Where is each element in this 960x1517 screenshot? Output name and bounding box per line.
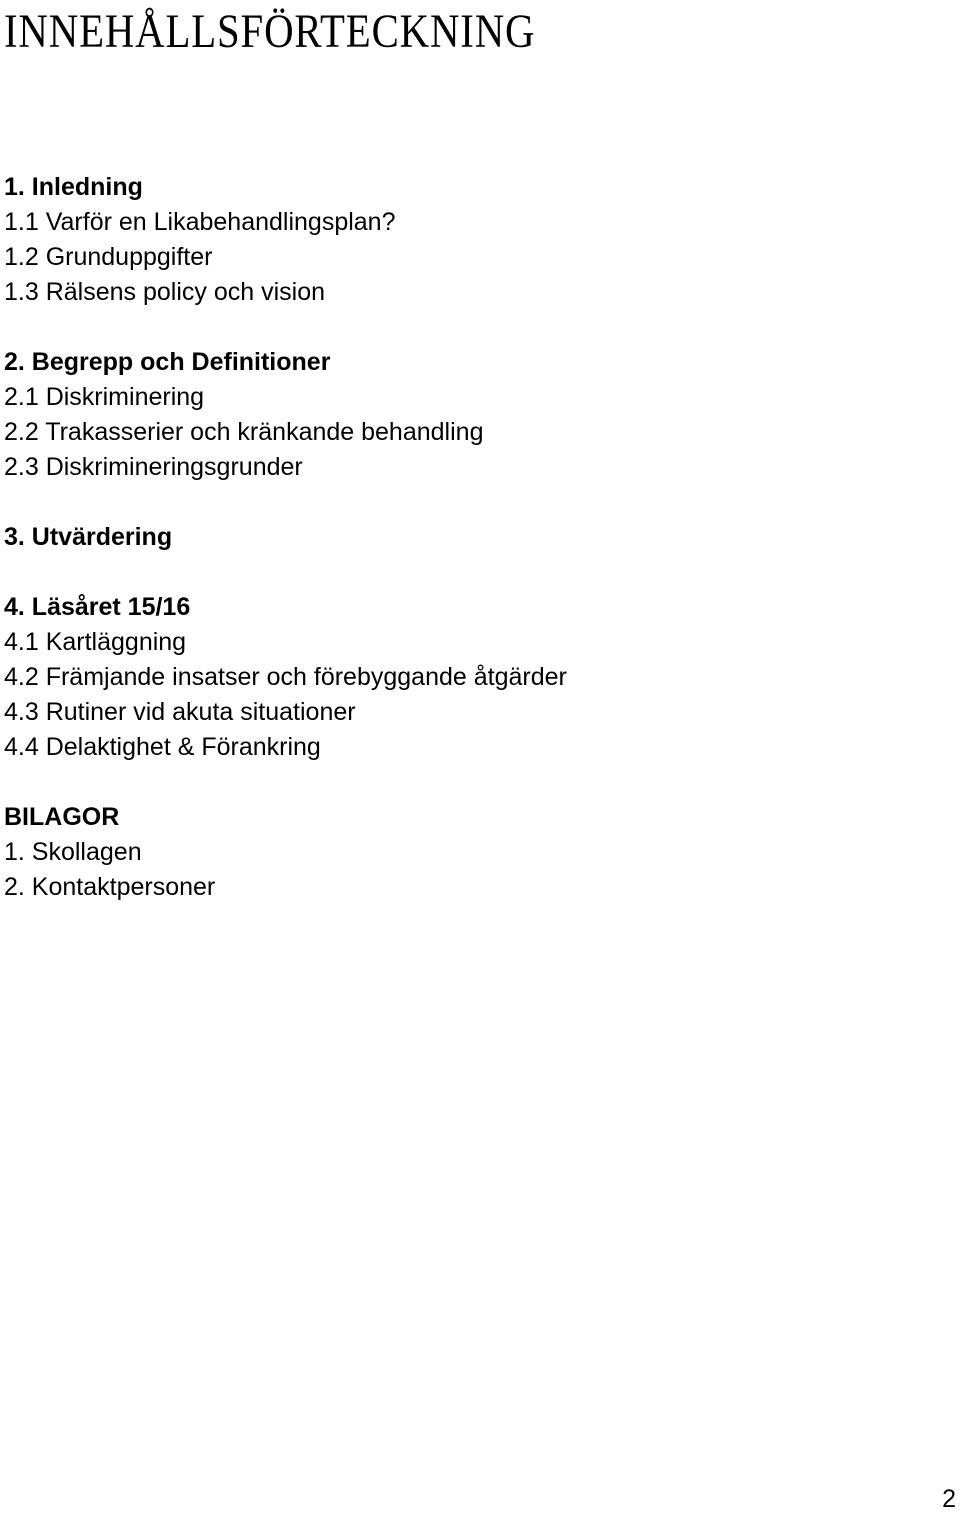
toc-heading: 4. Läsåret 15/16	[4, 593, 191, 621]
toc-entry: 4.1 Kartläggning	[4, 628, 187, 656]
toc-entry: 2.3 Diskrimineringsgrunder	[4, 453, 303, 481]
toc-section-begrepp	[4, 345, 944, 485]
toc-entry: 2.1 Diskriminering	[4, 383, 205, 411]
page-number: 2	[942, 1485, 956, 1513]
toc-heading: 2. Begrepp och Definitioner	[4, 348, 331, 376]
toc-section-inledning	[4, 170, 944, 310]
toc-section-lasaret	[4, 590, 944, 765]
toc-entry: 1.3 Rälsens policy och vision	[4, 278, 325, 306]
toc-entry: 4.2 Främjande insatser och förebyggande åtgärder	[4, 663, 567, 691]
toc-entry: 1.2 Grunduppgifter	[4, 243, 213, 271]
toc-entry: 2.2 Trakasserier och kränkande behandling	[4, 418, 484, 446]
toc-entry: 1. Skollagen	[4, 838, 142, 866]
toc-heading: BILAGOR	[4, 803, 120, 831]
toc-heading: 3. Utvärdering	[4, 523, 173, 551]
toc-section-bilagor	[4, 800, 944, 905]
toc-entry: 4.3 Rutiner vid akuta situationer	[4, 698, 356, 726]
table-of-contents	[4, 170, 944, 940]
toc-entry: 2. Kontaktpersoner	[4, 873, 216, 901]
toc-heading: 1. Inledning	[4, 173, 143, 201]
page-title: INNEHÅLLSFÖRTECKNING	[4, 5, 536, 58]
toc-entry: 1.1 Varför en Likabehandlingsplan?	[4, 208, 396, 236]
toc-entry: 4.4 Delaktighet & Förankring	[4, 733, 321, 761]
toc-section-utvardering	[4, 520, 944, 555]
